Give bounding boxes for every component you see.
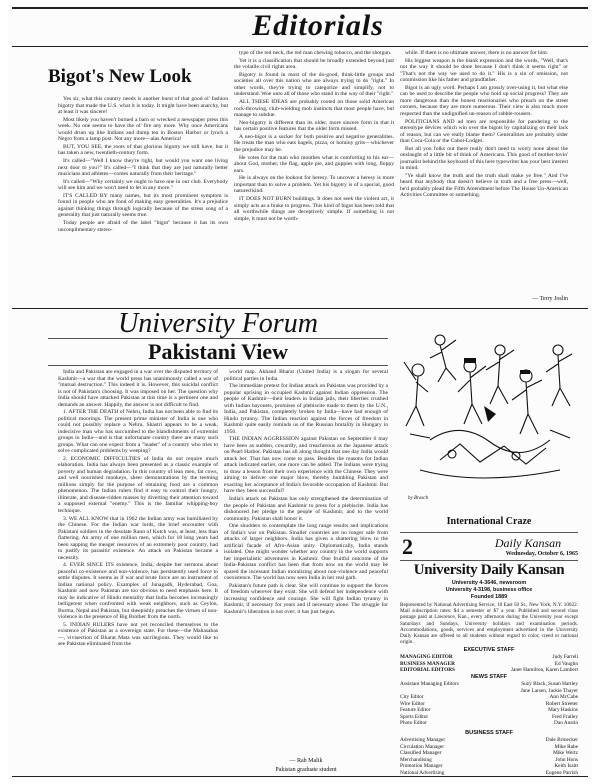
- editorials-rule: [12, 46, 588, 47]
- forum-headline: Pakistani View: [148, 339, 288, 364]
- staff-row: [400, 720, 578, 727]
- news-staff-list: [400, 681, 578, 727]
- forum-column-1: [58, 369, 218, 780]
- forum-paragraph: Pakistan's future path is clear. She will continue to support the forces of freedom wherever they exist. She will defend her independence with increasing confidence and courage. She will fight Indian tyranny in Kashmir, if necessary for years and if necessary alone. The struggle for Kashmir's liberation is not over; it has just begun.: [224, 582, 388, 615]
- executive-staff-heading: EXECUTIVE STAFF: [463, 647, 515, 653]
- executive-staff-list: [400, 654, 578, 674]
- cartoon-artist: by Brasch: [408, 496, 429, 501]
- staff-name: Robert Streeter: [545, 700, 578, 707]
- staff-role: Feature Editor: [400, 707, 431, 713]
- editorial-headline: Bigot's New Look: [48, 66, 192, 87]
- editorial-signature: — Terry Joslin: [532, 296, 568, 302]
- editorial-paragraph: Neo-bigotry is different than its older, more sincere form in that it has certain positive features that the older form missed.: [234, 119, 394, 133]
- staff-name: Judy Farrell: [552, 654, 578, 660]
- editorial-paragraph: "Ye shall know the truth and the truth shall make ye free." And I've heard that anybody that doesn't believe in truth and a free press—well, he'd probably plead the Fifth Amendment before The House Un-American Activities Committee or something.: [400, 172, 568, 199]
- forum-paragraph: 3. WE ALL KNOW that in 1962 the Indian army was humiliated by the Chinese. For the Indian war lords, the brief encounter with Pakistani soldiers in the desolate Rann of Kutch was, at least, less than flattering. An army of one million men, which for 18 long years had been sapping the meager resources of an extremely poor country, had to justify its parasitic existence. An attack on Pakistan became a necessity.: [58, 515, 218, 561]
- staff-role: MANAGING EDITOR: [400, 654, 453, 660]
- staff-name: Fred Frailey: [551, 713, 578, 720]
- staff-role: Assistant Managing Editors: [400, 681, 459, 687]
- info-rule: [400, 532, 578, 533]
- forum-paragraph: India's attack on Pakistan has only strengthened the determination of the people of Pakistan and Kashmir to press for a plebiscite. India has dishonored her pledge to the people of Kashmir, and to the world community. Pakistan shall honor it.: [224, 496, 388, 522]
- editorial-paragraph: His biggest weapon is the blank expression and the words, "Well, that's not the way it should be done because I don't think it seems right" or "That's not the way we used to do it." His is a sin of omission, not commission like his father and grandfather.: [400, 57, 568, 84]
- business-staff-heading: BUSINESS STAFF: [465, 730, 513, 736]
- forum-paragraph: The immediate pretext for Indian attack on Pakistan was provided by a popular uprising in occupied Kashmir against Indian oppression. The people of Kashmir—their leaders in Indian jails, their liberties crushed with Indian bayonets, promises of plebiscite made to them by the U.N., India, and Pakistan, completely broken by India—have had enough of Hindu tyranny. The Indian reaction against the forces of freedom in Kashmir quite easily reminds us of the Russian brutality in Hungary in 1956.: [224, 383, 388, 435]
- staff-name: Mike Wertz: [553, 750, 578, 756]
- staff-role: Photo Editor: [400, 720, 427, 726]
- paper-disclaimer: Represented by National Advertising Service, 18 East 50 St., New York, N.Y. 10022. Mail subscription rates: $4 a semester or $7 a year. Published and second class postage paid at Lawrence, Kan., every afternoon during the University year except Saturdays and Sundays, University holidays and examination periods. Accommodations, goods, services and employment advertised in the University Daily Kansan are offered to all students without regard to color, creed or national origin.: [400, 602, 578, 646]
- info-rule: [400, 560, 578, 561]
- forum-paragraph: THE INDIAN AGGRESSION against Pakistan on September 6 may have been as sudden, cowardly, and treacherous as the Japanese attack on Pearl Harbor. Pakistan has all along thought that one day India would attack her. That has now come to pass. Besides the reasons for Indian attack indicated earlier, one more can be added. The Indians were trying to draw a lesson from their own experience with the Chinese. They were aiming to deliver one major blow, thereby humbling Pakistan and exacting her acceptance of India's favorable occupation of Kashmir. But have they been successful?: [224, 436, 388, 495]
- forum-masthead: University Forum: [118, 308, 318, 339]
- paper-name: Daily Kansan: [494, 536, 562, 550]
- staff-role: Circulation Manager: [400, 743, 444, 750]
- editorial-paragraph: Bigot is an ugly word. Perhaps I am grossly over-using it, but what else can be used to describe the people who hold up social progress? They are more dangerous than the honest reactionaries who preach on the street corners, because they are more numerous. Their view is also much more respected than the undignified un-reason of rabble-rousers.: [400, 84, 568, 117]
- editorial-paragraph: Yet it is a classification that should be broadly extended beyond just the volatile civil rights area.: [234, 57, 394, 71]
- forum-paragraph: 1. AFTER THE DEATH of Nehru, India has not been able to find its political moorings. The present prime minister of India is one who could not possibly replace a Nehru. Shastri appears to be a weak, indecisive man who has succumbed to the blandishments of extremist groups in India—and is that unfortunate country there are many such groups. What can one expect from a "leader" of a country who tries to solve complicated problems by weeping?: [58, 409, 218, 455]
- staff-role: National Advertising: [400, 769, 445, 776]
- editorial-paragraph: He votes for the man who mouthes what is comforting to his ear—about God, mother, the flag, apple pie, and guppies with long, floppy ears.: [234, 154, 394, 174]
- forum-signature-role: Pakistan graduate student: [275, 767, 337, 773]
- news-staff-heading: NEWS STAFF: [471, 674, 507, 680]
- university-line-1: University 4-3646, newsroom: [451, 580, 527, 586]
- editorial-paragraph: It's called—"Well I know they're right, but would you want one living next door to you?" It's called—"I think that they are just naturally better musicians and athletes—comes naturally from their heritage.": [58, 158, 228, 178]
- editorial-paragraph: type of the red neck, the red man chewing tobacco, and the shotgun.: [239, 50, 392, 56]
- staff-name: Janet Hamilton, Karen Lambert: [510, 667, 578, 673]
- editorial-paragraph: while. If there is no ultimate answer, there is no answer for him.: [405, 50, 549, 56]
- forum-paragraph: 5. INDIAN RULERS have not yet reconciled themselves to the existence of Pakistan as a sovereign state. For these—the Mahasabas—, vivisection of Bharat Mata was sacrilegious. They would like to see Pakistan eliminated from the: [58, 621, 218, 648]
- cartoon-caption: International Craze: [446, 516, 532, 527]
- staff-name: Dale Brinecker: [545, 737, 578, 743]
- staff-role: City Editor: [400, 694, 424, 700]
- editorial-column-2: [234, 50, 394, 306]
- staff-role: BUSINESS MANAGER: [400, 660, 455, 667]
- business-staff-list: [400, 737, 578, 776]
- staff-role: Sports Editor: [400, 713, 429, 720]
- forum-paragraph: 2. ECONOMIC DIFFICULTIES of India do not require much elaboration. India has always been presented as a classic example of poverty and human degradation. In this country of lean men, fat cows, and well nourished monkeys, sheer demonstrations by the teeming millions simply for the purpose of obtaining food are a common phenomenon. The Indian rulers find it easy to control their hungry, illiterate, and disease-ridden masses by diverting their attention toward a supposed external "enemy." This is the familiar whipping-boy technique.: [58, 455, 218, 514]
- staff-role: Merchandising: [400, 756, 432, 763]
- founded-line: Founded 1889: [470, 594, 508, 600]
- editorial-paragraph: Yes sir, what this country needs is another burst of that good ol' fashion bigotry that made the U.S. what it is today. It might have been anarchy, but at least it was sincere!: [58, 96, 228, 115]
- forum-rule: [48, 365, 388, 366]
- staff-name: Dan Austin: [554, 720, 578, 726]
- editorial-paragraph: IT'S CALLED BY many names, but its most prominent symptom is found in people who are fond of making easy generalities. It's a prejudice against thinking things through logically because of the stress song of a generality that just naturally seems true.: [58, 192, 228, 219]
- staff-name: Mary Haskins: [548, 707, 578, 713]
- paper-masthead: University Daily Kansan: [413, 562, 565, 578]
- editorial-paragraph: He is always on the lookout for heresy. To uncover a heresy is more important than to solve a problem. Yet his bigotry is of a special, good natured kind.: [234, 175, 394, 195]
- forum-column-2: [224, 369, 388, 755]
- newspaper-page: [8, 4, 592, 780]
- staff-name: Keith Isaitt: [554, 763, 578, 769]
- staff-name: Jane Larsen, Jackie Thayer: [520, 687, 578, 694]
- staff-name: Ed Vaughn: [554, 660, 578, 667]
- staff-role: Advertising Manager: [400, 737, 446, 743]
- staff-role: Wire Editor: [400, 700, 425, 707]
- editorial-paragraph: BUT, YOU SEE, the roots of that glorious bigotry we still have, but it has taken a new, twentieth-century form.: [58, 143, 228, 157]
- staff-name: Eugene Parrish: [545, 769, 578, 776]
- editorial-paragraph: Bigotry is found in most of the do-good, think-little groups and societies all over this nation who are always trying to do "right." In other words, they're trying to categorize and simplify, not to understand. Woe unto all of those who stand in the way of their "right.": [234, 71, 394, 98]
- forum-paragraph: world map. Akhand Bharat (United India) is a slogan for several political parties in India.: [224, 369, 388, 382]
- staff-name: Ann McCabe: [549, 694, 578, 700]
- staff-role: EDITORIAL EDITORS: [400, 667, 456, 673]
- forum-paragraph: 4. EVER SINCE ITS existence, India, despite her sermons about peaceful co-existence and non-violence, has persistently used force to settle disputes. It seems as if war and brute force are an instrument of Indian national policy. Examples of Junagadh, Hyderabad, Goa, Kashmir and now Pakistan are too obvious to need emphasis here. It may be indicative of Hindu mentality that India becomes increasingly belligerent when confronted with weak neighbors, such as Ceylon, Burma, Nepal and Pakistan, but sheepishly preaches the virtues of non-violence in the presence of Big Brother from the north.: [58, 562, 218, 621]
- staff-role: Promotion Manager: [400, 763, 443, 769]
- cartoon-drawing: [400, 310, 578, 514]
- editorial-paragraph: Most likely you haven't burned a barn or wrecked a newspaper press this week. No one seems to have the ol' fire any more. Why once Americans would drum up like Indians and dump tea in Boston Harbor or lynch a Negro from a lamp post. Not any more—alas America!: [58, 116, 228, 143]
- editorial-paragraph: IT DOES NOT BURN buildings. It does not seek the violent act, it simply acts as a brake to progress. This kind of bigot has been told that all worthwhile things are deceptively simple. If something is not simple, it must not be worth-: [234, 196, 394, 222]
- editorial-paragraph: It's called—"Why certainly we ought to have one in our club. Everybody will see him and we won't need to let in any more.": [58, 178, 228, 192]
- cartoon: [400, 310, 578, 514]
- editorial-paragraph: ALL THESE IDEAS are probably rooted on those solid American rock-throwing, club-wielding mob instincts that most people have, but manage to subdue.: [234, 99, 394, 119]
- editorial-paragraph: POLITICIANS AND ad men are responsible for pandering to the stereotype devices which win over the bigots by capitalizing on their lack of reason, but can we really blame them? Generalities are probably older than Coca-Cola or the Cabot-Lodges.: [400, 118, 568, 145]
- editorial-paragraph: But all you folks out there really don't need to worry none about the onslaught of a little bit of think ol' Americans. This good of mother-lovin' journalist behind the keyboard of this here typewriter has your best interest in mind.: [400, 145, 568, 172]
- editorial-paragraph: Today people are afraid of the label "bigot" because it has its own unconpilmentary stereo-: [58, 220, 228, 233]
- page-number: 2: [402, 534, 413, 559]
- staff-name: John Hons: [555, 756, 578, 763]
- staff-name: Suzy Black, Susan Hartley: [521, 681, 578, 687]
- editorial-column-1: [58, 96, 228, 306]
- university-line-2: University 4-3198, business office: [445, 587, 533, 593]
- forum-signature: — Rab Malik: [289, 758, 323, 764]
- editorials-masthead: Editorials: [252, 9, 384, 42]
- staff-role: Classified Manager: [400, 750, 442, 756]
- paper-date: Wednesday, October 6, 1965: [505, 551, 578, 557]
- forum-paragraph: India and Pakistan are engaged in a war over the disputed territory of Kashmir—a war that the world press has unanimously called a war of "mutual destruction." This indeed it is. However, this suicidal conflict is not of Pakistan's choosing. It was imposed on her. The question why India should have attacked Pakistan at this time is a pertinent one and demands an answer. Happily, the answer is not difficult to find.: [58, 369, 218, 408]
- editorial-paragraph: A neo-bigot is a sucker for both positive and negative generalities. He treats the man who eats bagels, pizza, or hominy grits—whichever the prejudice may be.: [234, 133, 394, 153]
- bottom-rule: [12, 776, 588, 777]
- forum-paragraph: One shudders to contemplate the long range results and implications of India's war on Pakistan. Smaller countries are no longer safe from attacks of larger neighbors. India has given a shattering blow to the artificial facade of Afro-Asian unity. Diplomatically, India stands isolated. One might wonder whether any country in the world supports her imperialistic adventures in Kashmir. One fruitful outcome of the India-Pakistan conflict has been that from now on the world may be spared the incessant Indian moralizing about non-violence and peaceful coexistence. The world has now seen India in her real garb.: [224, 523, 388, 582]
- staff-row: [400, 667, 578, 674]
- editorial-column-3: [400, 50, 568, 296]
- staff-name: Mike Rahe: [554, 743, 578, 750]
